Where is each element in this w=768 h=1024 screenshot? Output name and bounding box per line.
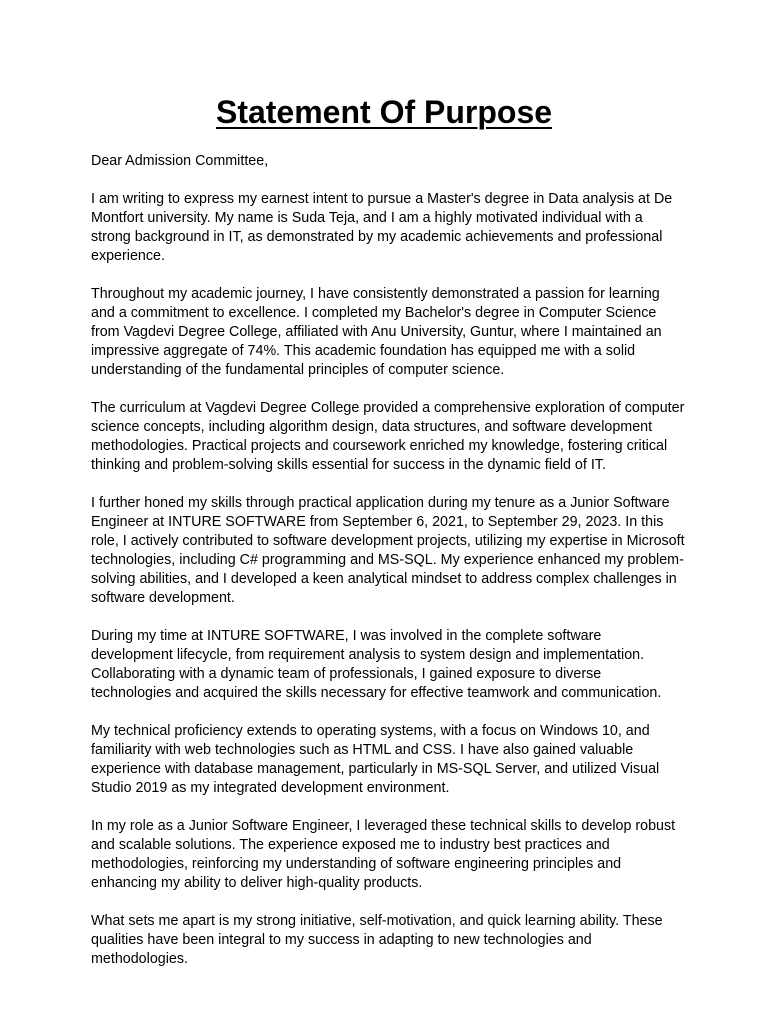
paragraph: During my time at INTURE SOFTWARE, I was involved in the complete software development lifecycle, from requirement analysis to system design and implementation. Collaborating with a dynamic team of professionals, I gained exposure to diverse technologies and acquired the skills necessary for effective teamwork and communication. — [91, 627, 662, 702]
paragraph: In my role as a Junior Software Engineer, I leveraged these technical skills to develop robust and scalable solutions. The experience exposed me to industry best practices and methodologies, reinforcing my understanding of software engineering principles and enhancing my ability to deliver high-quality products. — [91, 817, 676, 892]
paragraph: I am writing to express my earnest intent to pursue a Master's degree in Data analysis at De Montfort university. My name is Suda Teja, and I am a highly motivated individual with a strong background in IT, as demonstrated by my academic achievements and professional experience. — [91, 190, 673, 264]
paragraph: Throughout my academic journey, I have consistently demonstrated a passion for learning and a commitment to excellence. I completed my Bachelor's degree in Computer Science from Vagdevi Degree College, affiliated with Anu University, Guntur, where I maintained an impressive aggregate of 74%. This academic foundation has equipped me with a solid understanding of the fundamental principles of computer science. — [91, 285, 662, 379]
document-body — [91, 152, 685, 988]
paragraph: The curriculum at Vagdevi Degree College provided a comprehensive exploration of computer science concepts, including algorithm design, data structures, and software development methodologies. Practical projects and coursework enriched my knowledge, fostering critical thinking and problem-solving skills essential for success in the dynamic field of IT. — [91, 399, 685, 473]
paragraph: What sets me apart is my strong initiative, self-motivation, and quick learning ability. These qualities have been integral to my success in adapting to new technologies and methodologies. — [91, 912, 663, 967]
paragraph: I further honed my skills through practical application during my tenure as a Junior Software Engineer at INTURE SOFTWARE from September 6, 2021, to September 29, 2023. In this role, I actively contributed to software development projects, utilizing my expertise in Microsoft technologies, including C# programming and MS-SQL. My experience enhanced my problem-solving abilities, and I developed a keen analytical mindset to address complex challenges in software development. — [91, 494, 685, 607]
salutation: Dear Admission Committee, — [91, 153, 269, 169]
paragraph: My technical proficiency extends to operating systems, with a focus on Windows 10, and familiarity with web technologies such as HTML and CSS. I have also gained valuable experience with database management, particularly in MS-SQL Server, and utilized Visual Studio 2019 as my integrated development environment. — [91, 722, 660, 797]
document-title: Statement Of Purpose — [215, 94, 553, 130]
